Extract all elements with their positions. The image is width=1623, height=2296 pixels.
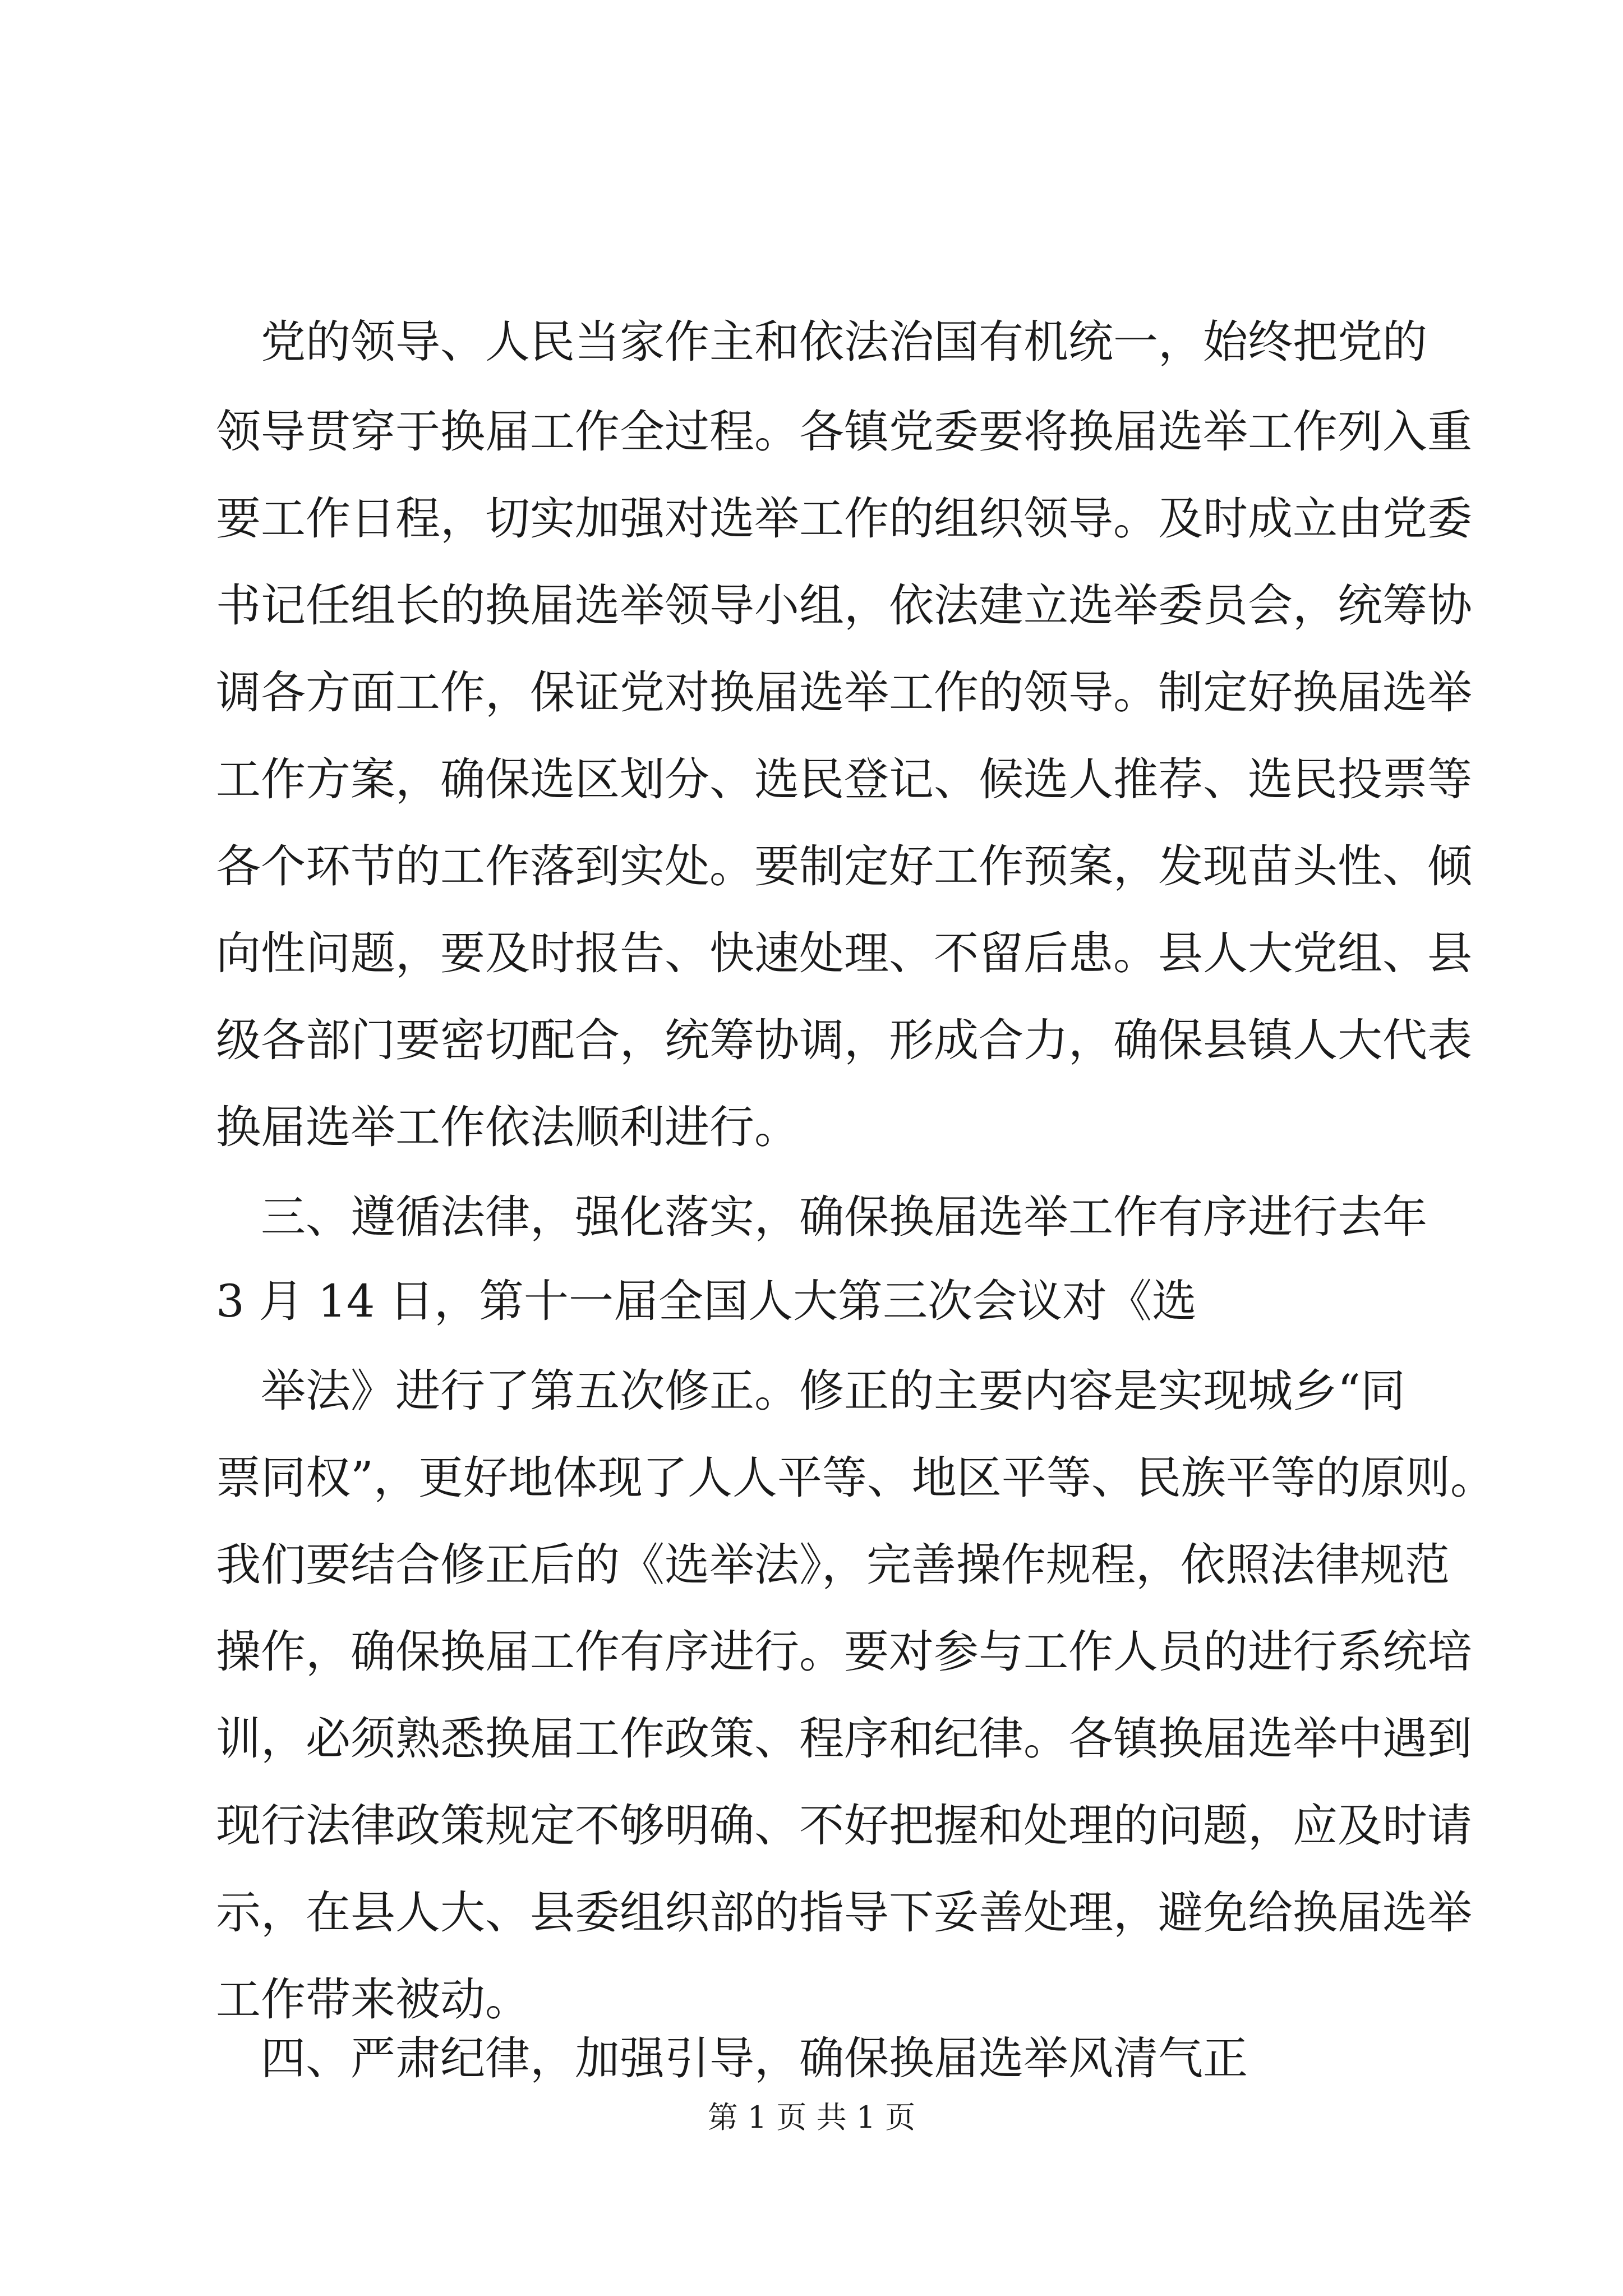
body-line-7: 各个环节的工作落到实处。要制定好工作预案，发现苗头性、倾 bbox=[216, 840, 1472, 892]
body-line-18: 现行法律政策规定不够明确、不好把握和处理的问题，应及时请 bbox=[216, 1800, 1472, 1852]
body-line-17: 训，必须熟悉换届工作政策、程序和纪律。各镇换届选举中遇到 bbox=[216, 1713, 1472, 1765]
body-line-10: 换届选举工作依法顺利进行。 bbox=[216, 1101, 799, 1153]
body-line-16: 操作，确保换届工作有序进行。要对参与工作人员的进行系统培 bbox=[216, 1626, 1472, 1678]
body-line-13: 举法》进行了第五次修正。修正的主要内容是实现城乡“同 bbox=[261, 1365, 1405, 1417]
body-line-9: 级各部门要密切配合，统筹协调，形成合力，确保县镇人大代表 bbox=[216, 1014, 1472, 1066]
body-line-14: 票同权”，更好地体现了人人平等、地区平等、民族平等的原则。 bbox=[216, 1452, 1495, 1504]
body-line-19: 示，在县人大、县委组织部的指导下妥善处理，避免给换届选举 bbox=[216, 1887, 1472, 1939]
body-line-5: 调各方面工作，保证党对换届选举工作的领导。制定好换届选举 bbox=[216, 666, 1472, 719]
body-line-6: 工作方案，确保选区划分、选民登记、候选人推荐、选民投票等 bbox=[216, 753, 1472, 806]
section-heading-3: 三、遵循法律，强化落实，确保换届选举工作有序进行去年 bbox=[261, 1191, 1427, 1243]
section-heading-4: 四、严肃纪律，加强引导，确保换届选举风清气正 bbox=[261, 2032, 1248, 2085]
page-footer: 第 1 页 共 1 页 bbox=[707, 2100, 916, 2135]
body-line-15: 我们要结合修正后的《选举法》，完善操作规程，依照法律规范 bbox=[216, 1539, 1450, 1591]
body-line-20: 工作带来被动。 bbox=[216, 1973, 530, 2026]
body-line-2: 领导贯穿于换届工作全过程。各镇党委要将换届选举工作列入重 bbox=[216, 406, 1472, 458]
body-line-1: 党的领导、人民当家作主和依法治国有机统一，始终把党的 bbox=[261, 316, 1427, 368]
body-line-12: 3 月 14 日，第十一届全国人大第三次会议对《选 bbox=[216, 1275, 1197, 1327]
body-line-3: 要工作日程，切实加强对选举工作的组织领导。及时成立由党委 bbox=[216, 493, 1472, 545]
body-line-4: 书记任组长的换届选举领导小组，依法建立选举委员会，统筹协 bbox=[216, 579, 1472, 632]
body-line-8: 向性问题，要及时报告、快速处理、不留后患。县人大党组、县 bbox=[216, 927, 1472, 979]
